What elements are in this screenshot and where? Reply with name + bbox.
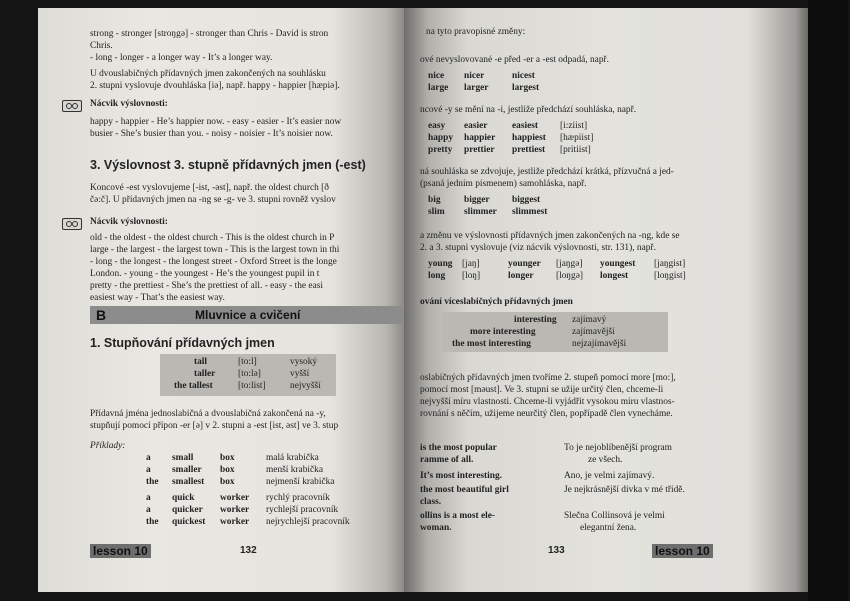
table-cell: longest xyxy=(600,271,629,281)
table-cell: more interesting xyxy=(470,327,536,337)
cassette-icon xyxy=(62,100,82,112)
table-cell: younger xyxy=(508,259,541,269)
example-cz: To je nejoblíbenější program xyxy=(564,443,672,453)
example-cz: malá krabička xyxy=(266,453,319,463)
rule-line: 2. a 3. stupni vyslovuje (viz nácvik výslovnosti, str. 131), např. xyxy=(420,243,656,253)
intro-line: Chris. xyxy=(90,41,113,51)
table-cell: bigger xyxy=(464,195,490,205)
table-cell: vysoký xyxy=(290,357,318,367)
lesson-label: lesson 10 xyxy=(90,544,151,558)
table-cell: easier xyxy=(464,121,488,131)
table-cell: pretty xyxy=(428,145,453,155)
section-heading: 3. Výslovnost 3. stupně přídavných jmen (-est) xyxy=(90,158,366,172)
example-adj: quickest xyxy=(172,517,206,527)
table-cell: longer xyxy=(508,271,534,281)
section-line: rovnání s něčím, užijeme neurčitý člen, popřípadě člen vynecháme. xyxy=(420,409,673,419)
example-adj: smaller xyxy=(172,465,202,475)
table-cell: nejvyšší xyxy=(290,381,321,391)
table-cell: nejzajímavější xyxy=(572,339,627,349)
example-en: It’s most interesting. xyxy=(420,471,503,481)
table-cell: long xyxy=(428,271,446,281)
example-noun: worker xyxy=(220,505,250,515)
table-cell: [jaŋ] xyxy=(462,259,480,269)
table-cell: [loŋ] xyxy=(462,271,481,281)
table-cell: nicest xyxy=(512,71,535,81)
examples-label: Příklady: xyxy=(90,441,126,451)
practice-line: old - the oldest - the oldest church - This is the oldest church in P xyxy=(90,233,335,243)
example-cz: nejrychlejší pracovník xyxy=(266,517,350,527)
example-cz: nejmenší krabička xyxy=(266,477,335,487)
table-cell: slimmer xyxy=(464,207,497,217)
intro-line: - long - longer - a longer way - It’s a longer way. xyxy=(90,53,273,63)
table-cell: [jaŋgist] xyxy=(654,259,686,269)
intro-line: U dvouslabičných přídavných jmen zakončených na souhlásku xyxy=(90,69,326,79)
example-en: woman. xyxy=(420,523,452,533)
example-cz: ze všech. xyxy=(588,455,623,465)
table-cell: the most interesting xyxy=(452,339,531,349)
book-edge xyxy=(808,0,848,601)
table-cell: [jaŋgə] xyxy=(556,259,583,269)
example-cz: Slečna Collinsová je velmi xyxy=(564,511,665,521)
intro-line: strong - stronger [stroŋgə] - stronger than Chris - David is stron xyxy=(90,29,329,39)
table-cell: [to:list] xyxy=(238,381,266,391)
practice-line: large - the largest - the largest town - This is the largest town in thi xyxy=(90,245,340,255)
table-cell: slim xyxy=(428,207,445,217)
table-cell: [loŋgist] xyxy=(654,271,686,281)
practice-line: - long - the longest - the longest street - Oxford Street is the longe xyxy=(90,257,337,267)
table-cell: [i:ziist] xyxy=(560,121,588,131)
section-line: Koncové -est vyslovujeme [-ist, -əst], např. the oldest church [ð xyxy=(90,183,329,193)
table-cell: zajímavější xyxy=(572,327,615,337)
table-cell: prettiest xyxy=(512,145,546,155)
example-article: a xyxy=(146,465,151,475)
right-page xyxy=(404,8,808,592)
table-cell: largest xyxy=(512,83,540,93)
intro-line: na tyto pravopisné změny: xyxy=(426,27,526,37)
table-cell: prettier xyxy=(464,145,495,155)
table-cell: [to:lə] xyxy=(238,369,261,379)
table-cell: [pritiist] xyxy=(560,145,591,155)
section-line: Přídavná jména jednoslabičná a dvouslabičná zakončená na -y, xyxy=(90,409,326,419)
table-cell: young xyxy=(428,259,453,269)
example-en: is the most popular xyxy=(420,443,497,453)
example-noun: box xyxy=(220,477,235,487)
practice-line: easiest way - That’s the easiest way. xyxy=(90,293,225,303)
table-cell: [loŋgə] xyxy=(556,271,584,281)
practice-line: London. - young - the youngest - He’s the youngest pupil in t xyxy=(90,269,320,279)
banner-letter: B xyxy=(96,307,107,323)
example-en: class. xyxy=(420,497,442,507)
example-cz: elegantní žena. xyxy=(580,523,637,533)
table-cell: slimmest xyxy=(512,207,548,217)
table-cell: vyšší xyxy=(290,369,310,379)
section-line: nejvyšší míru vlastnosti. Chceme-li vyjádřit vysokou míru vlastnos- xyxy=(420,397,675,407)
example-cz: menší krabička xyxy=(266,465,324,475)
example-noun: worker xyxy=(220,493,250,503)
left-page xyxy=(38,8,404,592)
rule-line: ncové -y se mění na -i, jestliže předchází souhláska, např. xyxy=(420,105,637,115)
rule-line: a změnu ve výslovnosti přídavných jmen zakončených na -ng, kde se xyxy=(420,231,680,241)
example-cz: Je nejkrásnější dívka v mé třídě. xyxy=(564,485,685,495)
rule-line: (psaná jedním písmenem) samohláska, např. xyxy=(420,179,587,189)
table-cell: nice xyxy=(428,71,445,81)
table-cell: tall xyxy=(194,357,208,367)
example-adj: smallest xyxy=(172,477,205,487)
example-cz: rychlejší pracovník xyxy=(266,505,339,515)
section-heading: 1. Stupňování přídavných jmen xyxy=(90,336,275,350)
practice-label: Nácvik výslovnosti: xyxy=(90,99,168,109)
section-banner xyxy=(90,306,404,324)
table-cell: the tallest xyxy=(174,381,213,391)
table-cell: big xyxy=(428,195,441,205)
section-line: stupňují pomocí přípon -er [ə] v 2. stupni a -est [ist, əst] ve 3. stup xyxy=(90,421,339,431)
example-article: the xyxy=(146,477,159,487)
table-cell: easy xyxy=(428,121,446,131)
practice-label: Nácvik výslovnosti: xyxy=(90,217,168,227)
table-cell: easiest xyxy=(512,121,539,131)
table-cell: interesting xyxy=(514,315,557,325)
example-cz: Ano, je velmi zajímavý. xyxy=(564,471,655,481)
practice-line: pretty - the prettiest - She’s the prettiest of all. - easy - the easi xyxy=(90,281,323,291)
table-cell: zajímavý xyxy=(572,315,607,325)
table-cell: taller xyxy=(194,369,216,379)
section-line: oslabičných přídavných jmen tvoříme 2. stupeň pomocí more [mo:], xyxy=(420,373,676,383)
table-cell: [hæpiist] xyxy=(560,133,594,143)
page-number: 132 xyxy=(240,545,257,556)
section-line: čə:č]. U přídavných jmen na -ng se -g- ve 3. stupni rovněž vyslov xyxy=(90,195,336,205)
lesson-label: lesson 10 xyxy=(652,544,713,558)
table-cell: youngest xyxy=(600,259,636,269)
intro-line: 2. stupni vyslovuje dvouhláska [iə], např. happy - happier [hæpiə]. xyxy=(90,81,340,91)
table-cell: biggest xyxy=(512,195,541,205)
practice-line: busier - She’s busier than you. - noisy - noisier - It’s noisier now. xyxy=(90,129,333,139)
example-article: a xyxy=(146,505,151,515)
table-cell: happy xyxy=(428,133,454,143)
example-en: ollins is a most ele- xyxy=(420,511,495,521)
example-article: a xyxy=(146,493,151,503)
example-en: the most beautiful girl xyxy=(420,485,509,495)
example-noun: box xyxy=(220,465,235,475)
practice-line: happy - happier - He’s happier now. - easy - easier - It’s easier now xyxy=(90,117,342,127)
example-article: the xyxy=(146,517,159,527)
example-noun: box xyxy=(220,453,235,463)
table-cell: large xyxy=(428,83,449,93)
table-cell: nicer xyxy=(464,71,485,81)
table-cell: larger xyxy=(464,83,489,93)
example-cz: rychlý pracovník xyxy=(266,493,330,503)
example-adj: quicker xyxy=(172,505,203,515)
example-adj: small xyxy=(172,453,194,463)
section-heading: ování víceslabičných přídavných jmen xyxy=(420,297,573,307)
banner-title: Mluvnice a cvičení xyxy=(195,308,301,322)
example-noun: worker xyxy=(220,517,250,527)
rule-line: ové nevyslovované -e před -er a -est odpadá, např. xyxy=(420,55,609,65)
example-adj: quick xyxy=(172,493,195,503)
section-line: pomocí most [məust]. Ve 3. stupni se užije určitý člen, chceme-li xyxy=(420,385,664,395)
example-article: a xyxy=(146,453,151,463)
example-en: ramme of all. xyxy=(420,455,474,465)
table-cell: [to:l] xyxy=(238,357,257,367)
cassette-icon xyxy=(62,218,82,230)
page-number: 133 xyxy=(548,545,565,556)
table-cell: happier xyxy=(464,133,496,143)
table-cell: happiest xyxy=(512,133,546,143)
rule-line: ná souhláska se zdvojuje, jestliže předchází krátká, přízvučná a jed- xyxy=(420,167,674,177)
